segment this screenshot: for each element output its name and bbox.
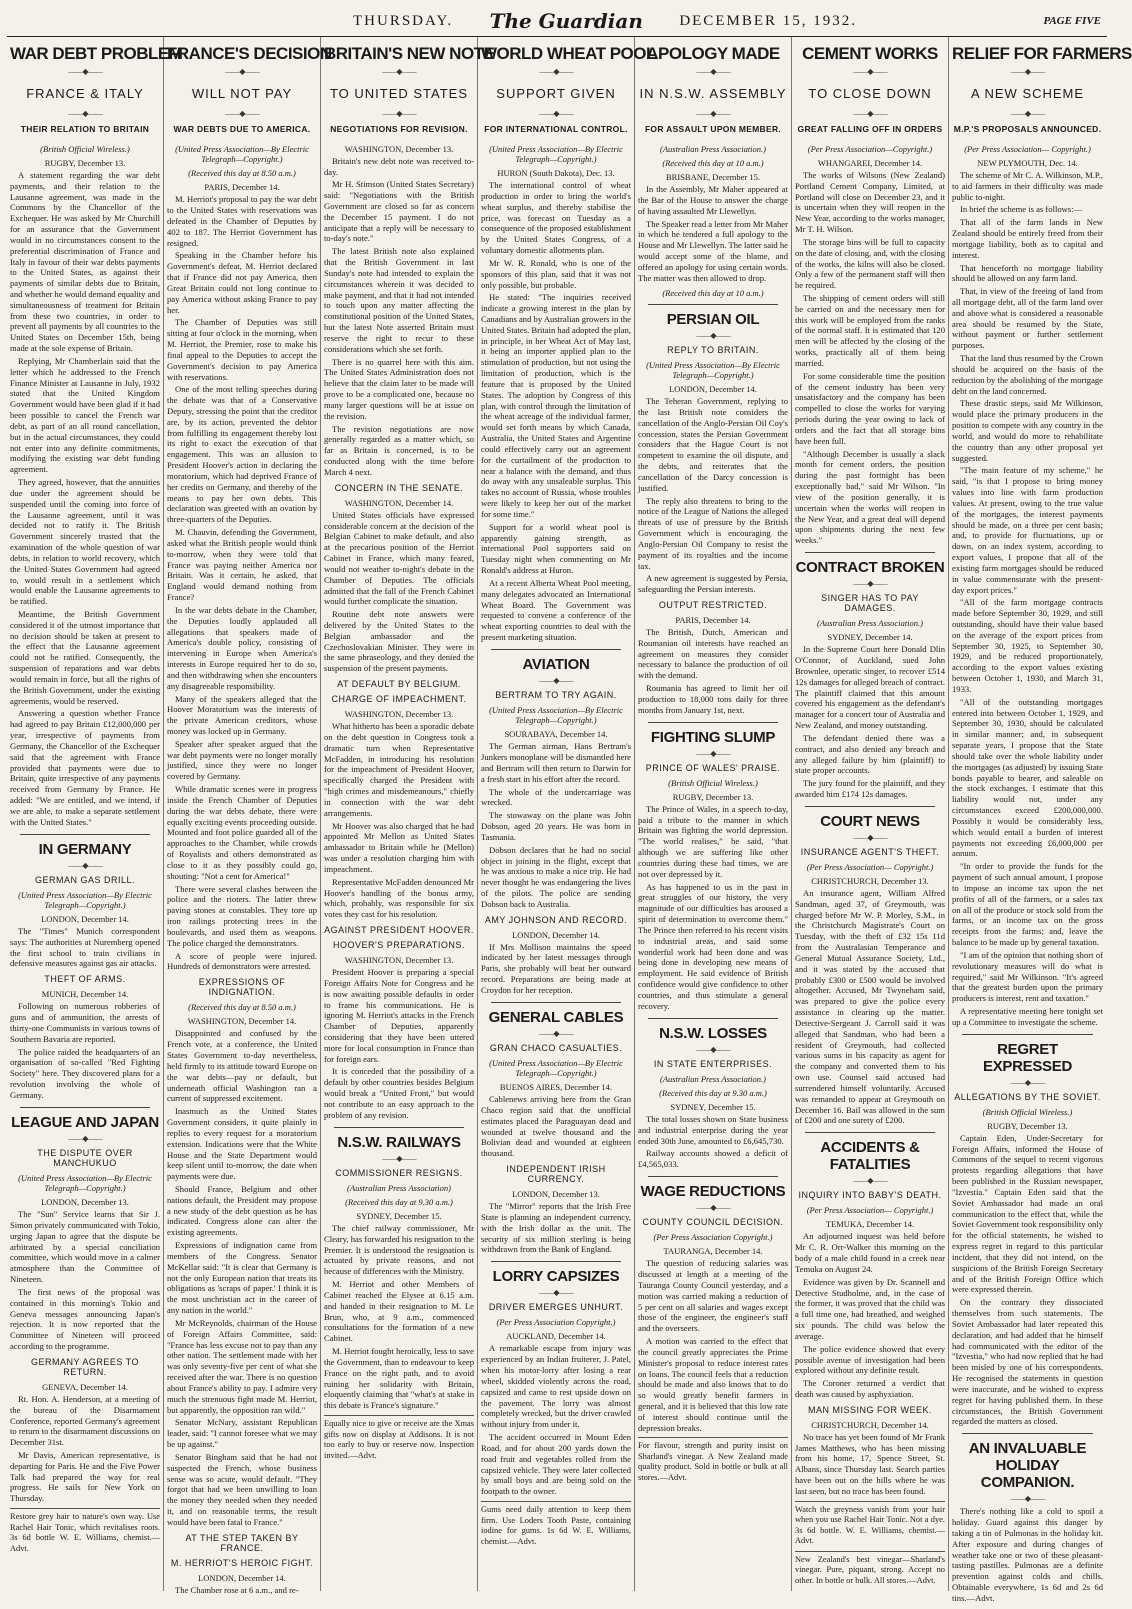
dateline: LONDON, December 14. [669,384,757,395]
article-paragraph: If Mrs Mollison maintains the speed indicated by her latest messages through Paris, she probably will beat her outward record. Preparations are being made at Croydon for her reception. [481,941,631,995]
article-paragraph: "The main feature of my scheme," he said, "is that I propose to bring money values into line with farm production values. At present, owing to the true value of the mortgages, the interest payments should be made, on a three per cent basis; and, to provide for fluctuations, up or down, on an index system, according to export values, I propose that all of the existing farm mortgages should be reduced in value commensurate with the present-day export prices." [952,465,1103,595]
section-rule [491,1002,621,1003]
divider-ornament: ——◆—— [68,1133,102,1143]
column-headline: RELIEF FOR FARMERS [952,44,1132,63]
article-paragraph: A statement regarding the war debt payments, and their relation to the Lausanne agreement, was made in the Commons by the Chancellor of the Exchequer. He was asked by Mr Churchill for an assurance that the Government would in no circumstances consent to the preferential discrimination of France and Italy in favour of their war debts payments to the United States, as against their payments of similar debts due to Britain, and whether he would demand equality and simultaneousness of treatment for Britain from these two countries, in order to prevent all payments by all countries to the United States on December 15th, being made at the sole expense of Britain. [10,169,160,354]
divider-ornament: ——◆—— [68,860,102,870]
section-rule [805,552,935,553]
article-paragraph: The shipping of cement orders will still be carried on and the necessary men for this work will be employed from the ranks of the normal staff. It is estimated that 120 men will be affected by the closing of the works, practically all of them being married. [795,292,945,368]
section-headline: IN GERMANY [38,840,132,858]
dateline: RUGBY, December 13. [987,1120,1068,1131]
section-subhead: INSURANCE AGENT'S THEFT. [800,846,940,857]
article-subhead: EXPRESSIONS OF INDIGNATION. [198,977,286,998]
news-column [7,37,183,1591]
article-paragraph: President Hoover is preparing a special Foreign Affairs Note for Congress and he is now awaiting possible defaults in order to frame his communications. He is ignoring M. Herriot's attacks in the French Chamber of Deputies, apparently considering that they have been uttered more for local consumption in France than for foreign ears. [324,967,474,1064]
section-rule [491,649,621,650]
article-paragraph: A remarkable escape from injury was experienced by an Indian fruiterer, J. Patel, when his motor-lorry after losing a rear wheel, skidded violently across the road, capsized and came to rest upside down on the pavement. The lorry was almost completely wrecked, but the driver crawled without injury from under it. [481,1343,631,1430]
section-headline: GENERAL CABLES [488,1008,624,1026]
news-credit: (United Press Association—By Electric Telegraph—Copyright.) [18,889,152,910]
article-paragraph: No trace has yet been found of Mr Frank James Matthews, who has been missing from his home, 17, Spence Street, St. Albans, since Thursday last. Search parties have been out on the hills where he was last seen, but no trace has been found. [795,1431,945,1496]
article-paragraph: One of the most telling speeches during the debate was that of a Conservative Deputy, stressing the point that the creditor are, by its action, prevented the debtor from fulfilling its engagement thereby lost its right to exact the execution of that engagement. This was an allusion to President Hoover's action in declaring the moratorium, which had deprived France of her credits on Germany, and thereby of the means to pay her own debts. This declaration was greeted with an ovation by three-quarters of the Deputies. [167,384,317,525]
column-kicker: FOR INTERNATIONAL CONTROL. [484,123,628,134]
article-paragraph: The total losses shown on State business and industrial enterprise during the year ended 30th June, amounted to £6,645,730. [638,1113,788,1146]
article-paragraph: Senator Bingham said that he had not suspected the French, whose business sense was so acute, would default. "They forgot that had we been unwilling to loan the money they needed when they needed it, and on reasonable terms, the result would have been fatal to France." [167,1451,317,1527]
newspaper-page [7,6,1132,1603]
section-headline: COURT NEWS [820,812,920,830]
article-subhead: CONCERN IN THE SENATE. [334,482,464,493]
article-paragraph: Answering a question whether France had agreed to pay Britain £12,000,000 per year, irrespective of payments from Germany, the Chancellor of the Exchequer said that the agreement with France provided that payments were due to Britain, quite irrespective of any payments received from Germany by France. He added: "We are entitled, and we intend, if we are able, to make a separate settlement with the United States." [10,708,160,827]
article-paragraph: The police raided the headquarters of an organisation of so-called "Red Fighting Society" here. They discovered plans for a revolution involving the whole of Germany. [10,1046,160,1100]
section-rule [962,1433,1093,1434]
dateline: WASHINGTON, December 13. [344,143,454,154]
news-column [478,37,656,1591]
article-paragraph: At a recent Alberta Wheat Pool meeting, many delegates advocated an International Wheat Board. The Government was requested to convene a conference of the wheat exporting countries to deal with the present marketing situation. [481,577,631,643]
section-rule [334,1127,464,1128]
dateline: CHRISTCHURCH, December 13. [811,876,929,886]
section-subhead: OUTPUT RESTRICTED. [658,599,768,610]
article-paragraph: In the war debts debate in the Chamber, the Deputies loudly applauded all allegations that speakers made of America's double policy, consisting of intervening in Europe when America's interests in Europe required her to do so, and then withdrawing when she encounters any disagreeable responsibility. [167,604,317,691]
dateline: MUNICH, December 14. [41,989,129,1000]
section-subhead: REPLY TO BRITAIN. [667,344,759,355]
news-credit: (Received this day at 8.50 a.m.) [188,1002,296,1013]
article-paragraph: The works of Wilsons (New Zealand) Portland Cement Company, Limited, at Portland will close on December 23, and it is uncertain when they will reopen in the New Year, according to the works manager, Mr T. H. Wilson. [795,169,945,235]
article-paragraph: Senator McNary, assistant Republican leader, said: "I cannot foresee what we may be up against." [167,1417,317,1450]
dateline: WASHINGTON, December 13. [344,955,454,966]
article-paragraph: Should France, Belgium and other nations default, the President may propose a new study of the debt question as he has indicated. Congress alone can alter the existing agreements. [167,1184,317,1238]
news-credit: (Received this day at 9.30 a.m.) [345,1196,453,1207]
article-paragraph: He stated: "The inquiries received indicate a growing interest in the plan by Canadians and by Australian growers in the United States. Britain had adopted the plan, in principle, in her Wheat Act of May last, it being an importer applied plan to the stimulation of production, but not using the limitation of production, which is the feature that is proposed by the United States. The adoption by Congress of this plan, with control through the limitation of the wheat acreage of the individual farmer, would set forth means by which Canada, Australia, the United States and Argentine could effectively carry out an agreement for the curtailment of the production to near a balance with the demand, and thus do away with any unsaleable surplus. This takes no account of Russia, whose troubles were likely to keep her out of the market for some time." [481,292,631,519]
article-paragraph: The German airman, Hans Bertram's Junkers monoplane will be dismantled here and Bertram will then return to Darwin for a fresh start in his effort after the record. [481,741,631,784]
dateline: BRISBANE, December 15. [666,172,760,183]
article-paragraph: That henceforth no mortgage liability should be allowed on any farm land. [952,262,1103,284]
article-paragraph: "All of the farm mortgage contracts made before September 30, 1929, and still outstanding, should have their value based on the average of the export prices from September 30, 1925, to September 30, 1929, and be reduced proportionately, according to the export values existing between October 1, 1930, and March 31, 1933. [952,597,1103,694]
dateline: NEW PLYMOUTH, Dec. 14. [977,157,1078,168]
article-paragraph: Evidence was given by Dr. Scannell and Detective Studholme, and, in the case of the former, it was proved that the child was a full time one, had breathed, and weighed six pounds. The child was below the average. [795,1276,945,1341]
masthead-paper-title: The Guardian [489,9,643,33]
news-column [792,37,949,1591]
news-credit: (Australian Press Association) [347,1182,451,1193]
dateline: RUGBY, December 13. [44,157,126,168]
article-paragraph: Captain Eden, Under-Secretary for Foreign Affairs, informed the House of Commons of the sequel to recent vigorous protests regarding allegations that have been published in the Russian newspaper, "Izvestia." Captain Eden said that the Soviet Ambassador had made an oral communication to the effect that, while the Soviet Government took responsibility only for the official statements, he wished to express regret in regard to this particular incident, that they did not intend, on the suspicions of the British Foreign Secretary and of the British Foreign Office which were expressed therein. [952,1132,1103,1295]
dateline: WASHINGTON, December 14. [344,497,454,508]
divider-ornament: ——◆—— [225,108,259,118]
article-paragraph: That, in view of the freeing of land from all mortgage debt, all of the farm land over and above what is considered a reasonable area should be resumed by the State, without payment or further settlement purposes. [952,286,1103,351]
news-credit: (United Press Association—By Electric Telegraph—Copyright.) [646,359,780,380]
article-paragraph: There is no quarrel here with this aim. The United States Administration does not believe that the claim later to be made will prove to be a complicated one, because no many larger questions will be at issue on the revision. [324,356,474,421]
divider-ornament: ——◆—— [225,66,259,76]
article-paragraph: Routine debt note answers were delivered by the United States to the Belgian ambassador and the Czechoslovakian Minister. They were in the same phraseology, and they denied the suspension of the present payments. [324,609,474,674]
article-paragraph: In the Assembly, Mr Maher appeared at the Bar of the House to answer the charge of having assaulted Mr Llewellyn. [638,184,788,216]
column-subheadline: TO UNITED STATES [329,85,469,101]
section-rule [805,806,935,807]
article-paragraph: Cablenews arriving here from the Gran Chaco region said that the unofficial estimates placed the Paraguayan dead and wounded at twelve thousand and the Bolivian dead and wounded at eighteen thousand. [481,1094,631,1159]
section-subhead: SINGER HAS TO PAY DAMAGES. [821,593,919,614]
divider-ornament: ——◆—— [539,1288,573,1298]
article-paragraph: A new agreement is suggested by Persia, safeguarding the Persian interests. [638,573,788,595]
article-paragraph: While dramatic scenes were in progress inside the French Chamber of Deputies during the war debts debate, there were equally exciting events proceeding outside. Mounted and foot police guarded all of the approaches to the Chamber, while crowds of Royalists and others demonstrated as close to it as they possibly could go, shouting: "Not a cent for America!" [167,784,317,881]
article-paragraph: An insurance agent, William Alfred Sandman, aged 37, of Greymouth, was charged before Mr W. P. Morley, S.M., in the Christchurch Magistrate's Court on Tuesday, with the theft of £32 15s 11d from the Australasian Temperance and General Mutual Assurance Society, Ltd., and it was stated by the accused that probably £300 or £500 would be involved altogether. Accused, Mr Twyneham said, was prepared to give the police every assistance in clearing up the matter. Detective-Sergeant J. Carroll said it was alleged that Sandman, who had been a resident of Greymouth, had collected various sums in his capacity as agent for the company and converted them to his own use. Counsel said accused had surrendered himself voluntarily. Accused was remanded to appear at Greymouth on December 16. Bail was allowed in the sum of £200 and one surety of £200. [795,888,945,1126]
dateline: TAURANGA, December 14. [663,1246,763,1257]
divider-ornament: ——◆—— [696,66,730,76]
dateline: WASHINGTON, December 13. [344,709,454,720]
section-subhead: DRIVER EMERGES UNHURT. [488,1302,624,1313]
news-credit: (Per Press Association— Copyright.) [806,861,934,872]
dateline: SYDNEY, December 14. [827,632,913,643]
article-paragraph: A motion was carried to the effect that the council greatly appreciates the Prime Minister's proposal to reduce interest rates on loans. The council feels that a reduction should be made and also knows that to do so would greatly benefit farmers in general, and it is believed that this low rate of interest should continue until the depression breaks. [638,1336,788,1433]
divider-ornament: ——◆—— [853,579,887,589]
column-headline: APOLOGY MADE [646,44,780,63]
dateline: BUENOS AIRES, December 14. [499,1082,613,1093]
divider-ornament: ——◆—— [696,1044,730,1054]
section-headline: LORRY CAPSIZES [492,1268,620,1286]
section-rule [648,722,778,723]
article-paragraph: It is conceded that the possibility of a default by other countries besides Belgium would break a "United Front," but would not contribute to an easy approach to the problem of any revision. [324,1066,474,1120]
dateline: GENEVA, December 14. [42,1381,128,1392]
section-rule [20,834,150,835]
section-headline: ACCIDENTS & FATALITIES [820,1139,920,1174]
article-paragraph: They agreed, however, that the annuities due under the agreement should be suspended until the coming into force of the Lausanne agreement, until it was decided not to ratify it. The British Government sincerely trusted that the examination of the whole question of war debts, in relation to world recovery, which the United States Government had agreed to, would result in a settlement which would enable the Lausanne agreements to be ratified. [10,477,160,607]
article-paragraph: The scheme of Mr C. A. Wilkinson, M.P., to aid farmers in their difficulty was made public to-night. [952,169,1103,202]
article-paragraph: "I am of the opinion that nothing short of revolutionary measures will do what is required," said Mr Wilkinson. "It's agreed that the greatest burden upon the primary producers is interest, rent and taxation." [952,949,1103,1004]
article-paragraph: The British, Dutch, American and Roumanian oil interests have reached an agreement on measures they consider necessary to balance the production of oil with the demand. [638,626,788,681]
section-subhead: INQUIRY INTO BABY'S DEATH. [798,1190,942,1201]
article-paragraph: M. Chauvin, defending the Government, asked what the British people would think to-morrow, when they were told that France was paying neither America nor Britain. Was it certain, he asked, that England would demand nothing from France? [167,527,317,603]
article-paragraph: The "Mirror" reports that the Irish Free State is planning an independent currency, with the Irish dollar as the unit. The security of six million sterling is being withdrawn from the Bank of England. [481,1201,631,1255]
article-paragraph: The Teheran Government, replying to the last British note considers the cancellation of the Anglo-Persian Oil Coy's concession, states the Persian Government considers that the Hague Court is not competent to examine the oil dispute, and the debts, and reiterates that the cancellation of the Darcy concession is justified. [638,396,788,493]
dateline: SYDNEY, December 15. [356,1211,442,1221]
section-subhead: MAN MISSING FOR WEEK. [807,1404,932,1415]
dateline: SOURABAYA, December 14. [504,729,608,740]
column-kicker: WAR DEBTS DUE TO AMERICA. [173,123,311,134]
article-paragraph: United States officials have expressed considerable concern at the decision of the Belgian Cabinet to make default, and also at the precarious position of the Herriot Cabinet in France, which many feared, would not weather to-night's debate in the Chamber of Deputies. The officials admitted that the fall of the French Cabinet would further complicate the situation. [324,509,474,607]
section-subhead: THE DISPUTE OVER MANCHUKUO [37,1147,133,1168]
article-paragraph: Roumania has agreed to limit her oil production to 18,000 tons daily for three months from January 1st, next. [638,683,788,715]
column-subheadline: SUPPORT GIVEN [496,85,616,101]
article-paragraph: Many of the speakers alleged that the Hoover Moratorium was the interests of the private American creditors, whose money was locked up in Germany. [167,693,317,736]
article-paragraph: Disappointed and confused by the French vote, at a conference, the United States Government to-day nevertheless, held firmly to its attitude toward Europe on the war debts—pay or default, but underneath official Washington ran a current of suppressed excitement. [167,1028,317,1104]
section-subhead: COMMISSIONER RESIGNS. [335,1167,463,1178]
dateline: RUGBY, December 13. [672,791,754,802]
news-credit: (Received this day at 10 a.m.) [662,287,764,298]
divider-ornament: ——◆—— [1010,66,1045,76]
dateline: WHANGAREI, December 14. [817,157,923,168]
article-paragraph: The Coroner returned a verdict that death was caused by asphyxiation. [795,1378,945,1399]
news-credit: (Per Press Association Copyright.) [653,1232,773,1243]
news-credit: (United Press Association—By Electric Telegraph—Copyright.) [175,143,309,164]
section-rule [648,1176,778,1177]
divider-ornament: ——◆—— [853,1176,887,1186]
news-column [164,37,332,1595]
section-rule [648,1018,778,1019]
divider-ornament: ——◆—— [539,675,573,685]
section-rule [20,1107,150,1108]
news-credit: (Australian Press Association.) [659,1073,766,1084]
article-paragraph: The Prince of Wales, in a speech to-day, paid a tribute to the manner in which Britain was fighting the world depression. "The world realises," he said, "that although we are suffering like other countries during these bad times, we are not over depressed by it. [638,803,788,879]
dateline: LONDON, December 14. [198,1572,286,1583]
column-headline: WORLD WHEAT POOL [481,44,656,63]
news-credit: (Per Press Association— Copyright.) [806,1205,934,1216]
section-headline: N.S.W. RAILWAYS [337,1133,461,1151]
divider-ornament: ——◆—— [696,748,730,758]
divider-ornament: ——◆—— [696,108,730,118]
column-subheadline: FRANCE & ITALY [26,85,144,101]
news-credit: (United Press Association—By Electric Telegraph—Copyright.) [18,1172,152,1193]
article-paragraph: Mr McReynolds, chairman of the House of Foreign Affairs Committee, said: "France has less excuse not to pay than any other nation. The settlement made with her was only seventy-five per cent of what she received after the war. There is no question about France's ability to pay. I admire very much the strenuous fight made M. Herriot, but apparently, the opposition ran wild." [167,1317,317,1415]
article-subhead: AT THE STEP TAKEN BY FRANCE. [185,1532,299,1553]
article-paragraph: Expressions of indignation came from members of the Congress. Senator McKellar said: "It is clear that Germany is not the only European nation that treats its obligations as 'scraps of paper.' I think it is the most unchristian act in the career of any nation in the world." [167,1240,317,1316]
article-paragraph: These drastic steps, said Mr Wilkinson, would place the primary producers in the position to compete with any country in the world, and would do more to rehabilitate the country than any other proposal yet suggested. [952,398,1103,463]
article-paragraph: The Chamber rose at 6 a.m., and re- [175,1584,299,1595]
article-paragraph: "All of the outstanding mortgages entered into between October 1, 1929, and September 30, 1930, should be calculated in similar manner; and, in subsequent separate years, I propose that the State should take over the whole liability under the mortgages (as adjusted) by issuing State bonds payable to bearer, and saleable on the stock exchanges. I estimate that this liability would not, under any circumstances exceed £200,000,000. Possibly it would be considerably less, which would entail a burden of interest payments not exceeding £6,000,000 per annum. [952,696,1103,859]
column-headline: WAR DEBT PROBLEM [10,44,183,63]
advertisement: Equally nice to give or receive are the Xmas gifts now on display at Addisons. It is not too early to buy or reserve now. Inspection invited.—Advt. [324,1415,474,1461]
article-paragraph: What hitherto has been a sporadic debate on the debt question in Congress took a dramatic turn when Representative McFadden, in introducing his resolution for the impeachment of President Hoover, specifically charged the President with "high crimes and misdemeanours," chiefly in connection with the war debt arrangements. [324,721,474,818]
article-paragraph: For some considerable time the position of the cement industry has been very unsatisfactory and the company has been compelled to close the works for varying periods during the year owing to lack of orders and the fact that all storage bins have been full. [795,370,945,446]
article-paragraph: In the Supreme Court here Donald Dlin O'Connor, of Auckland, sued John Brownlee, operatic singer, to recover £514 12s damages for alleged breach of contract. The plaintiff claimed that this amount covered his engagement as the defendant's manager for a concert tour of Australia and New Zealand, and money outstanding. [795,644,945,731]
dateline: TEMUKA, December 14. [825,1219,915,1230]
section-subhead: INDEPENDENT IRISH CURRENCY. [506,1164,606,1185]
dateline: PARIS, December 14. [204,182,280,193]
section-subhead: COUNTY COUNCIL DECISION. [642,1217,784,1228]
news-credit: (British Official Wireless.) [668,777,758,788]
news-column [949,37,1132,1603]
dateline: LONDON, December 13. [512,1189,600,1200]
section-headline: REGRET EXPRESSED [983,1040,1072,1075]
article-paragraph: The defendant denied there was a contract, and also denied any breach and any alleged failure by him (plaintiff) to state proper accounts. [795,732,945,776]
divider-ornament: ——◆—— [853,832,887,842]
divider-ornament: ——◆—— [1010,108,1045,118]
section-headline: LEAGUE AND JAPAN [11,1113,159,1131]
news-credit: (Australian Press Association.) [816,618,923,629]
news-credit: (Australian Press Association.) [659,143,766,154]
dateline: SYDNEY, December 15. [670,1101,756,1112]
article-paragraph: Meantime, the British Government considered it of the utmost importance that no decision should be taken at present to the effect that the Lausanne agreement could not be ratified. Consequently, the suspension of reparations and war debts would remain in force, but all the rights of the British Government, under the existing agreements, would be reserved. [10,609,160,706]
masthead-page-number: PAGE FIVE [1043,15,1101,27]
article-paragraph: The revision negotiations are now generally regarded as a matter which, so far as Britain is concerned, is to be conducted along with the time before March 4 next. [324,423,474,477]
article-paragraph: Inasmuch as the United States Government considers, it quite plainly in replies to every request for a moratorium extension. Indications were that the White House and the State Department would keep silent until to-morrow, the date when payments were due. [167,1106,317,1182]
article-paragraph: The "Times" Munich correspondent says: The authorities at Nuremberg opened the first school to train civilians in defensive measures against gas air attacks. [10,925,160,969]
column-kicker: THEIR RELATION TO BRITAIN [20,123,150,134]
article-paragraph: The reply also threatens to bring to the notice of the League of Nations the alleged threats of use of pressure by the British Government which is encouraging the Anglo-Persian Oil Company to resist the payment of its royalties and the income tax. [638,495,788,571]
news-credit: (Received this day at 10 a.m.) [662,157,764,168]
divider-ornament: ——◆—— [539,66,573,76]
section-headline: AN INVALUABLE HOLIDAY COMPANION. [968,1440,1087,1492]
article-paragraph: Mr H. Stimson (United States Secretary) said: "Negotiations with the British Government are closed so far as concern the December 15 payment. I do not anticipate that a reply will be necessary to to-day's note." [324,179,474,244]
column-kicker: NEGOTIATIONS FOR REVISION. [330,123,468,134]
section-subhead: THEFT OF ARMS. [44,974,126,985]
article-paragraph: The chief railway commissioner, Mr Cleary, has forwarded his resignation to the Premier. It is understood the resignation is actuated by private reasons, and not because of differences with the Ministry. [324,1223,474,1277]
column-kicker: FOR ASSAULT UPON MEMBER. [644,123,782,134]
section-headline: PERSIAN OIL [666,310,760,328]
section-headline: FIGHTING SLUMP [650,728,776,746]
article-paragraph: Speaking in the Chamber before his Government's defeat, M. Herriot declared that if France did not pay America, then Great Britain could not long continue to pay America without asking France to pay her. [167,250,317,315]
dateline: CHRISTCHURCH, December 14. [811,1419,929,1430]
news-credit: (Per Press Association Copyright.) [496,1317,616,1328]
news-column [321,37,495,1591]
article-paragraph: The latest British note also explained that the British Government in last Sunday's note had intended to explain the circumstances wherein it was decided to make payment, and that it had not intended to touch upon any matter affecting the constitutional position of the United States, but the latest Note asserted Britain must reserve the right to recur to these considerations which she set forth. [324,246,474,354]
article-paragraph: In brief the scheme is as follows:— [960,204,1083,215]
article-subhead: AGAINST PRESIDENT HOOVER. [324,925,474,936]
columns-container [7,37,1132,1603]
column-subheadline: A NEW SCHEME [970,85,1085,101]
article-paragraph: Mr Davis, American representative, is departing for Paris. He and the Five Power Talk had prepared the way for real progress. He sails for New York on Thursday. [10,1449,160,1504]
divider-ornament: ——◆—— [853,108,887,118]
section-subhead: AMY JOHNSON AND RECORD. [484,914,628,925]
masthead-day: THURSDAY. [353,12,454,29]
column-headline: CEMENT WORKS [802,44,938,63]
article-paragraph: M. Herriot fought heroically, less to save the Government, than to endeavour to keep France on the right path, and to avoid ruining her solidarity with Britain, eloquently claiming that "what's at stake in this debate is France's signature." [324,1346,474,1411]
news-credit: (United Press Association—By Electric Telegraph—Copyright.) [489,1057,623,1078]
dateline: PARIS, December 14. [675,614,751,625]
section-headline: N.S.W. LOSSES [659,1024,767,1042]
divider-ornament: ——◆—— [539,108,573,118]
article-paragraph: Replying, Mr Chamberlain said that the letter which he addressed to the French Finance Minister at Lausanne in July, 1932 stated that the United Kingdom Government would have been glad if it had been possible to cancel the French war debt, as part of an all round cancellation, but in the actual circumstances, they could not enter into any definite commitments, modifying the existing war debt funding agreement. [10,355,160,475]
section-subhead: PRINCE OF WALES' PRAISE. [645,762,781,773]
section-headline: AVIATION [522,655,590,673]
news-credit: (Received this day at 8.50 a.m.) [188,168,296,179]
article-paragraph: The international control of wheat production in order to bring the world's wheat surplus, and thereby stabilise the price, was forecast on Tuesday as a consequence of the proposed establishment by the United States Congress, of a voluntary domestic allotments plan. [481,180,631,256]
section-rule [805,1132,935,1133]
section-subhead: IN STATE ENTERPRISES. [653,1058,773,1069]
section-rule [962,1034,1093,1035]
divider-ornament: ——◆—— [696,1203,730,1213]
column-subheadline: WILL NOT PAY [191,85,293,101]
section-subhead: ALLEGATIONS BY THE SOVIET. [954,1091,1101,1102]
divider-ornament: ——◆—— [1010,1494,1045,1504]
article-paragraph: Mr W. R. Ronald, who is one of the sponsors of this plan, said that it was not only possible, but probable. [481,257,631,290]
article-paragraph: Railway accounts showed a deficit of £4,565,033. [638,1148,788,1170]
dateline: AUCKLAND, December 14. [506,1331,606,1342]
article-subhead: M. HERRIOT'S HEROIC FIGHT. [170,1557,314,1568]
article-paragraph: Representative McFadden denounced Mr Hoover's handling of the bonus army, which, probably, was responsible for six votes they cast for his resolution. [324,876,474,920]
article-paragraph: M. Herriot and other Members of Cabinet reached the Elysee at 6.15 a.m. and handed in their resignation to M. Le Brun, who, at 9 a.m., commenced consultations for the formation of a new Cabinet. [324,1279,474,1344]
article-paragraph: The accident occurred in Mount Eden Road, and for about 200 yards down the road fruit and vegetables rolled from the capsized vehicle. They were later collected by small boys and are being sold on the footpath to the owner. [481,1432,631,1497]
advertisement: Restore grey hair to nature's own way. Use Rachel Hair Tonic, which revitalises roots. 3s 6d bottle W. E. Williams, chemist.—Advt. [10,1508,160,1554]
divider-ornament: ——◆—— [696,330,730,340]
article-subhead: AT DEFAULT BY BELGIUM. [337,679,461,690]
section-rule [648,304,778,305]
news-credit: (Received this day at 9.30 a.m.) [659,1087,767,1098]
article-paragraph: That the land thus resumed by the Crown should be acquired on the basis of the reduction by the abolishing of the mortgage debt on the land concerned. [952,353,1103,396]
article-paragraph: Dobson declares that he had no social object in joining in the flight, except that he was anxious to make a nice trip. He had never thought he was endangering the lives of the pilots. The police are sending Dobson back to Australia. [481,844,631,909]
article-paragraph: The question of reducing salaries was discussed at length at a meeting of the Tauranga County Council yesterday, and a motion was carried making a reduction of 5 per cent on all salaries and wages except those of the engineer, the engineer's staff and the overseers. [638,1258,788,1334]
article-paragraph: There's nothing like a cold to spoil a holiday. Guard against this danger by taking a tin of Pulmonas in the holiday kit. After exposure and during changes of weather take one or two of these pleasant-tasting pastilles. Pulmonas are a definite prevention against colds and chills. Obtainable everywhere, 1s 6d and 2s 6d tins.—Advt. [952,1506,1103,1603]
news-credit: (United Press Association—By Electric Telegraph—Copyright.) [489,704,623,726]
dateline: LONDON, December 14. [41,913,129,924]
divider-ornament: ——◆—— [382,108,416,118]
dateline: WASHINGTON, December 14. [187,1016,297,1027]
divider-ornament: ——◆—— [382,66,416,76]
column-kicker: GREAT FALLING OFF IN ORDERS [797,123,943,134]
article-paragraph: The police evidence showed that every possible avenue of investigation had been explored without any definite result. [795,1343,945,1376]
article-paragraph: A score of people were injured. Hundreds of demonstrators were arrested. [167,950,317,972]
advertisement: Watch the greyness vanish from your hair when you use Rachel Hair Tonic. Not a dye. 3s 6d bottle. W. E. Williams, chemist.—Advt. [795,1501,945,1547]
article-paragraph: On the contrary they dissociated themselves from such statements. The Soviet Ambassador had later repeated this declaration, and had added that he himself had communicated with the editor of the "Izvestia," who had now replied that he had been misled by one of his correspondents. He recognised the statements in question were inaccurate, and he wished to express regret for having published them. In these circumstances, the British Government regarded the matters as closed. [952,1297,1103,1427]
divider-ornament: ——◆—— [539,1028,573,1038]
news-credit: (United Press Association—By Electric Telegraph—Copyright.) [489,143,623,164]
section-subhead: BERTRAM TO TRY AGAIN. [495,689,617,700]
divider-ornament: ——◆—— [68,108,102,118]
section-headline: WAGE REDUCTIONS [640,1183,786,1201]
section-subhead: GERMAN GAS DRILL. [34,874,136,885]
article-paragraph: Following on numerous robberies of guns and of ammunition, the arrests of thirty-one Communists in various towns of Southern Bavaria are reported. [10,1001,160,1044]
article-paragraph: Mr Hoover was also charged that he had appointed Mr Mellon as United States ambassador to Britain while he (Mellon) was under a resolution charging him with impeachment. [324,820,474,874]
article-paragraph: That all of the farm lands in New Zealand should be entirely freed from their mortgage liability, both as to capital and interest. [952,217,1103,260]
masthead [7,6,1107,37]
section-headline: CONTRACT BROKEN [795,559,945,577]
article-paragraph: Rt. Hon. A. Henderson, at a meeting of the bureau of the Disarmament Conference, reported Germany's agreement to return to the disarmament discussions on December 31st. [10,1393,160,1448]
article-paragraph: Speaker after speaker argued that the war debt payments were no longer morally justified, since they were no longer covered by Germany. [167,738,317,782]
advertisement: New Zealand's best vinegar—Sharland's vinegar. Pure, piquant, strong. Accept no other. In bottle or bulk. All stores.—Advt. [795,1551,945,1587]
dateline: LONDON, December 13. [41,1197,129,1208]
section-rule [491,1261,621,1262]
divider-ornament: ——◆—— [853,66,887,76]
news-credit: (Per Press Association—Copyright.) [807,143,933,154]
article-paragraph: The Chamber of Deputies was still sitting at four o'clock in the morning, when M. Herriot, the Premier, rose to make his final appeal to the Deputies to accept the Government's decision to pay America with reservations. [167,317,317,382]
article-paragraph: The jury found for the plaintiff, and they awarded him £174 12s damages. [795,778,945,799]
article-paragraph: An adjourned inquest was held before Mr C. R. Orr-Walker this morning on the body of a male child found in a creek near Temuka on August 24. [795,1231,945,1274]
news-credit: (British Official Wireless.) [40,143,130,154]
divider-ornament: ——◆—— [1010,1077,1045,1087]
column-subheadline: TO CLOSE DOWN [808,85,932,101]
article-paragraph: The whole of the undercarriage was wrecked. [481,786,631,808]
column-headline: BRITAIN'S NEW NOTE [324,44,495,63]
article-paragraph: As has happened to us in the past in great struggles of our history, the very magnitude of our difficulties has aroused a spirit of determination to overcome them." The Prince then referred to his recent visits to industrial areas, and said some wonderful work had been done and was being done in developing new means of employment. He said evidence of British confidence would give confidence to other countries, and thus stimulate a general recovery. [638,881,788,1011]
news-credit: (British Official Wireless.) [982,1106,1073,1117]
article-paragraph: Britain's new debt note was received to-day. [324,155,474,177]
masthead-date: DECEMBER 15, 1932. [679,12,857,29]
section-subhead: GRAN CHACO CASUALTIES. [489,1042,623,1053]
article-subhead: HOOVER'S PREPARATIONS. [333,940,465,951]
advertisement: Gums need daily attention to keep them firm. Use Loders Tooth Paste, containing iodine for gums. 1s 6d W. E. Williams, chemist.—Advt. [481,1501,631,1547]
dateline: LONDON, December 14. [512,929,600,940]
dateline: HURON (South Dakota), Dec. 13. [497,168,615,179]
article-paragraph: The first news of the proposal was contained in this morning's Tokio and Geneva messages announcing Japan's rejection. It is now reported that the Committee of Nineteen will proceed according to the programme. [10,1286,160,1352]
article-paragraph: There were several clashes between the police and the rioters. The latter threw paving stones at constables. They tore up iron railings protecting trees in the boulevards, and used them as weapons. The police charged the demonstrators. [167,883,317,948]
section-subhead: GERMANY AGREES TO RETURN. [30,1356,140,1377]
article-paragraph: The stowaway on the plane was John Dobson, aged 20 years. He was born in Tasmania. [481,810,631,842]
divider-ornament: ——◆—— [68,66,102,76]
article-subhead: CHARGE OF IMPEACHMENT. [331,694,467,705]
advertisement: For flavour, strength and purity insist on Sharland's vinegar. A New Zealand made quality product. Sold in bottle or bulk at all stores.—Advt. [638,1437,788,1483]
article-paragraph: Support for a world wheat pool is apparently gaining strength, as international Pool supporters said on Tuesday night when commenting on Mr Ronald's address at Huron. [481,521,631,576]
article-paragraph: A representative meeting here tonight set up a Committee to investigate the scheme. [952,1005,1103,1027]
divider-ornament: ——◆—— [382,1153,416,1163]
news-column [635,37,792,1591]
article-paragraph: M. Herriot's proposal to pay the war debt to the United States with reservations was defeated in the Chamber of Deputies by 402 to 187. The Herriot Government has resigned. [167,194,317,248]
column-headline: FRANCE'S DECISION [167,44,332,63]
article-paragraph: "Although December is usually a slack month for cement orders, the position during the past fortnight has been exceptionally bad," said Mr Wilson. "In view of the position generally, it is uncertain when the works will reopen in the New Year, and a great deal will depend upon shipments during the next few weeks." [795,448,945,546]
article-paragraph: The "Sun" Service learns that Sir J. Simon privately communicated with Tokio, urging Japan to agree that the dispute be arbitrated by a special conciliation committee, which would move in a calmer atmosphere than the Committee of Nineteen. [10,1209,160,1285]
column-kicker: M.P.'S PROPOSALS ANNOUNCED. [953,123,1102,134]
article-paragraph: The Speaker read a letter from Mr Maher in which he tendered a full apology to the House and Mr Llewellyn. The latter said he would accept some of the blame, and offered an apology for using certain words. The matter was then allowed to drop. [638,218,788,283]
article-paragraph: "In order to provide the funds for the payment of such annual amount, I propose to impose an income tax upon the net profits of all of the farmers, or a sales tax on all of the produce or stock sold from the farms, or an income tax on the gross receipts from the farms; and, leave the balance to be made up by general taxation. [952,861,1103,948]
news-credit: (Per Press Association— Copyright.) [964,143,1091,154]
article-paragraph: The storage bins will be full to capacity on the date of closing, and, with the closing of the works, the kilns will also be closed. Only a few of the permanent staff will then be required. [795,236,945,291]
column-subheadline: IN N.S.W. ASSEMBLY [639,85,787,101]
